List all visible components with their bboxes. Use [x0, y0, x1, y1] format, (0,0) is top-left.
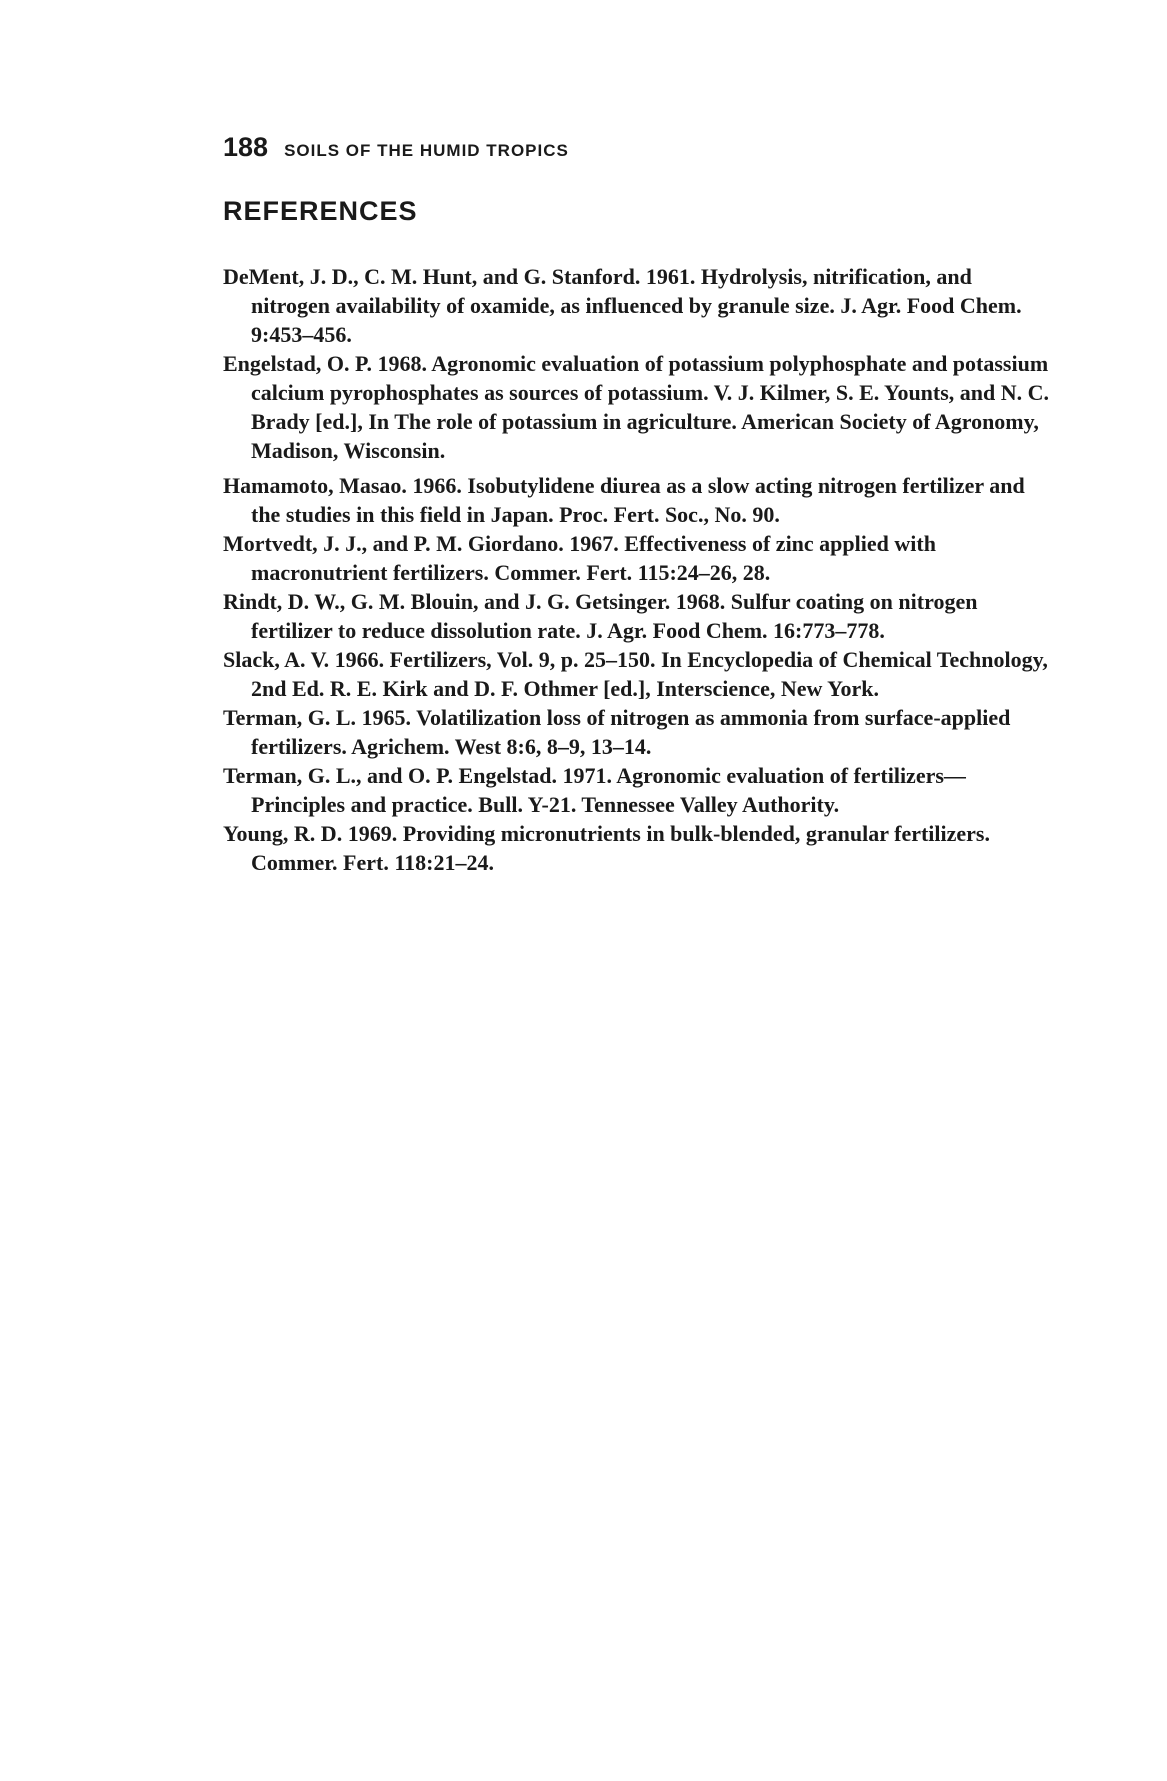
reference-entry: DeMent, J. D., C. M. Hunt, and G. Stanford. 1961. Hydrolysis, nitrification, and nitrogen availability of oxamide, as influenced by granule size. J. Agr. Food Chem. 9:453–456. [223, 264, 1022, 347]
reference-entry: Slack, A. V. 1966. Fertilizers, Vol. 9, p. 25–150. In Encyclopedia of Chemical Technology, 2nd Ed. R. E. Kirk and D. F. Othmer [ed.], Interscience, New York. [223, 647, 1048, 701]
reference-entry: Hamamoto, Masao. 1966. Isobutylidene diurea as a slow acting nitrogen fertilizer and the studies in this field in Japan. Proc. Fert. Soc., No. 90. [223, 473, 1025, 527]
reference-entry: Engelstad, O. P. 1968. Agronomic evaluation of potassium polyphosphate and potassium calcium pyrophosphates as sources of potassium. V. J. Kilmer, S. E. Younts, and N. C. Brady [ed.], In The role of potassium in agriculture. American Society of Agronomy, Madison, Wisconsin. [223, 351, 1050, 463]
running-head [223, 132, 569, 163]
reference-entry: Terman, G. L., and O. P. Engelstad. 1971. Agronomic evaluation of fertilizers—Principles and practice. Bull. Y-21. Tennessee Valley Authority. [223, 763, 966, 817]
reference-entry: Rindt, D. W., G. M. Blouin, and J. G. Getsinger. 1968. Sulfur coating on nitrogen fertilizer to reduce dissolution rate. J. Agr. Food Chem. 16:773–778. [223, 589, 978, 643]
reference-entry: Terman, G. L. 1965. Volatilization loss of nitrogen as ammonia from surface-applied fertilizers. Agrichem. West 8:6, 8–9, 13–14. [223, 705, 1011, 759]
reference-list [223, 262, 1055, 877]
reference-entry: Mortvedt, J. J., and P. M. Giordano. 1967. Effectiveness of zinc applied with macronutrient fertilizers. Commer. Fert. 115:24–26, 28. [223, 531, 936, 585]
section-heading: REFERENCES [223, 196, 418, 226]
page-number: 188 [223, 132, 269, 162]
reference-entry: Young, R. D. 1969. Providing micronutrients in bulk-blended, granular fertilizers. Commer. Fert. 118:21–24. [223, 821, 990, 875]
book-title: SOILS OF THE HUMID TROPICS [284, 141, 569, 160]
